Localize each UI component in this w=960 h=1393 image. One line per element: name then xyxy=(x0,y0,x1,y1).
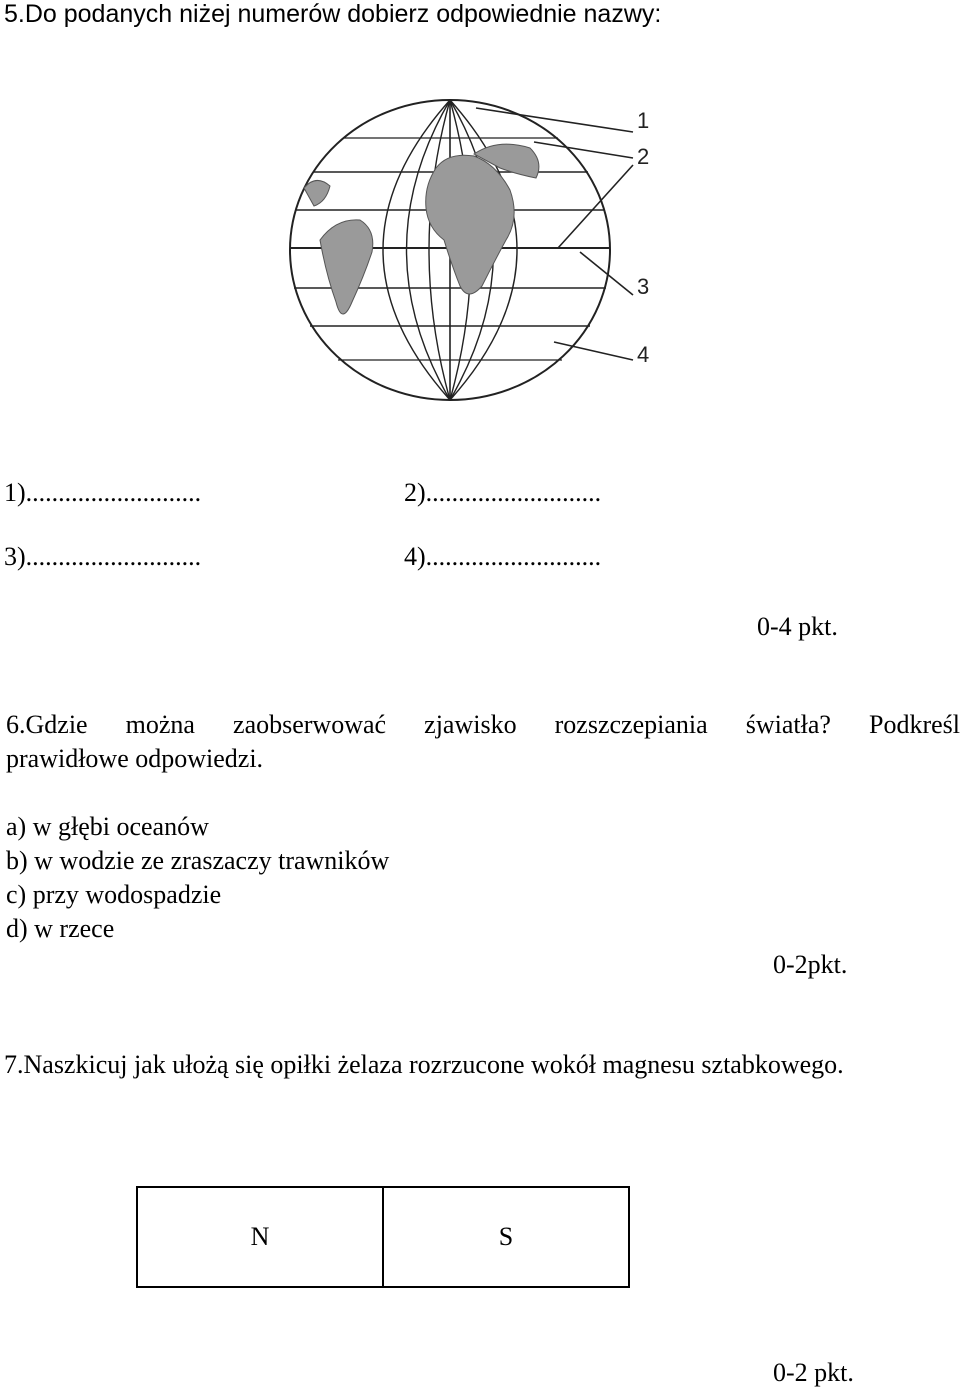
question-6-line-1: 6.Gdzie można zaobserwować zjawisko rozszczepiania światła? Podkreśl xyxy=(6,710,960,739)
question-7-title: 7.Naszkicuj jak ułożą się opiłki żelaza rozrzucone wokół magnesu sztabkowego. xyxy=(4,1050,844,1079)
pole-s-label: S xyxy=(498,1222,514,1251)
answer-line-1[interactable]: 1)........................... xyxy=(4,478,202,507)
answer-line-4[interactable]: 4)........................... xyxy=(404,542,602,571)
option-b[interactable]: b) w wodzie ze zraszaczy trawników xyxy=(6,846,390,875)
q6-points: 0-2pkt. xyxy=(773,950,848,979)
magnet-pole-n xyxy=(138,1188,382,1286)
option-d[interactable]: d) w rzece xyxy=(6,914,115,943)
pole-n-label: N xyxy=(250,1222,270,1251)
question-5-title: 5.Do podanych niżej numerów dobierz odpowiednie nazwy: xyxy=(4,0,662,28)
globe-label-1: 1 xyxy=(637,108,650,133)
magnet-pole-s xyxy=(382,1188,628,1286)
question-6-line-2: prawidłowe odpowiedzi. xyxy=(6,744,264,773)
q7-points: 0-2 pkt. xyxy=(773,1358,854,1387)
globe-label-4: 4 xyxy=(637,342,650,367)
option-c[interactable]: c) przy wodospadzie xyxy=(6,880,222,909)
q5-points: 0-4 pkt. xyxy=(757,612,838,641)
option-a[interactable]: a) w głębi oceanów xyxy=(6,812,209,841)
globe-figure xyxy=(268,90,688,408)
answer-line-3[interactable]: 3)........................... xyxy=(4,542,202,571)
globe-label-2: 2 xyxy=(637,144,650,169)
answer-line-2[interactable]: 2)........................... xyxy=(404,478,602,507)
bar-magnet xyxy=(136,1186,630,1288)
globe-label-3: 3 xyxy=(637,274,650,299)
